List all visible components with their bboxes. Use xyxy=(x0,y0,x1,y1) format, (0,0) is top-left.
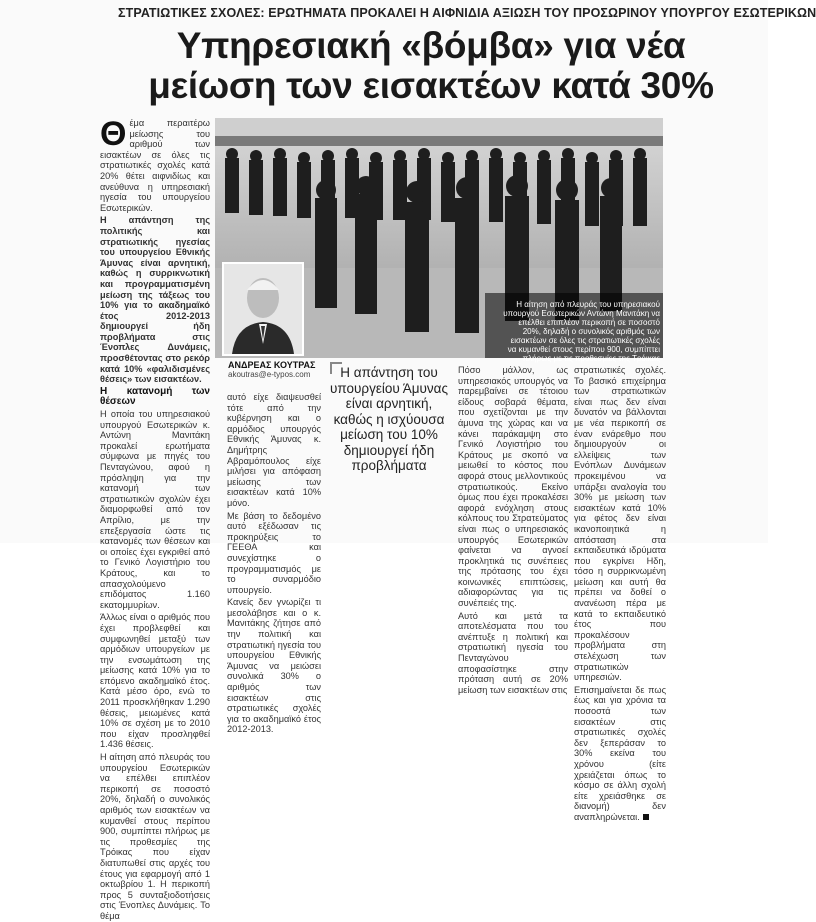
end-mark xyxy=(643,814,649,820)
paragraph: αυτό είχε διαψευσθεί τότε από την κυβέρνηση και ο αρμόδιος υπουργός Εθνικής Άμυνας κ. Δημήτρης Αβραμόπουλος είχε μιλήσει για απόφαση μείωσης των εισακτέων κατά 10% μόνο. xyxy=(227,392,321,508)
paragraph: Κανείς δεν γνωρίζει τι μεσολάβησε και ο κ. Μανιτάκης ζήτησε από την πολιτική και στρατιωτική ηγεσία του υπουργείου Εθνικής Άμυνας να μειώσει συνολικά 30% ο αριθμός των εισακτέων στις στρατιωτικές σχολές για το ακαδημαϊκό έτος 2012-2013. xyxy=(227,597,321,735)
paragraph: Η απάντηση της πολιτικής και στρατιωτικής ηγεσίας του υπουργείου Εθνικής Άμυνας είναι αρνητική, καθώς η συρρικνωτική και προγραμματισμένη μείωση της τάξεως του 10% για το ακαδημαϊκό έτος 2012-2013 δημιουργεί ήδη προβλήματα στις Ένοπλες Δυνάμεις, προσθέτοντας στο ρεκόρ κατά 10% «φαλιδισμένες θέσεις» των εισακτέων. xyxy=(100,215,210,385)
lead-text: έμα περαιτέρω μείωσης του αριθμού των εισακτέων σε όλες τις στρατιωτικές σχολές κατά 20% θέτει αιφνιδίως και ανεύθυνα η υπηρεσιακή ηγεσία του υπουργείου Εσωτερικών. xyxy=(100,118,210,213)
article-column-3 xyxy=(458,365,568,695)
paragraph: στρατιωτικές σχολές. Το βασικό επιχείρημα των στρατιωτικών είναι πως δεν είναι δυνατόν να βάλλονται με νέα περικοπή σε έναν ενάρεθμο που δημιουργούν οι ελλείψεις των Ενόπλων Δυνάμεων προκειμένου να υπάρξει αναλογία του 30% με μείωση των εισακτέων κατά 10% για φέτος δεν είναι ικανοποιητικά η απόσταση στα εκπαιδευτικά ιδρύματα που εγκρίνει Ηδη, τόσο η συρρικνωμένη μείωση και αυτή θα πρέπει να δοθεί ο ανανέωση πέρα με κατά το εκπαιδευτικό έτος που προκαλέσουν προβλήματα στη στελέχωση των στρατιωτικών υπηρεσιών. xyxy=(574,365,666,683)
paragraph: Πόσο μάλλον, ως υπηρεσιακός υπουργός να παρεμβαίνει σε τέτοιου είδους σοβαρά θέματα, που σχετίζονται με την άμυνα της χώρας και να κάνει παράκαμψη στο Γενικό Λογιστήριο του Κράτους με σκοπό να μειωθεί το κόστος που αφορά στους μελλοντικούς στρατιωτικούς. Εκείνο όμως που έχει προκαλέσει αφορά ενόχληση στους κόλπους του Στρατεύματος είναι πως ο υπηρεσιακός υπουργός Εσωτερικών φαίνεται να αγνοεί προκλητικά τις συνέπειες της πρότασης του έχει κοινωνικές επιπτώσεις, αδιαφορώντας για τις συνέπειές της. xyxy=(458,365,568,609)
photo-caption: Η αίτηση από πλευράς του υπηρεσιακού υπουργού Εσωτερικών Αντώνη Μανιτάκη να επέλθει επιπλέον περικοπή σε ποσοστό 20%, δηλαδή ο συνολικός αριθμός των εισακτέων σε όλες τις στρατιωτικές σχολές να κυμανθεί στους περίπου 900, συμπίπτει πλήρως με τις προθεσμίες της Τρόικας xyxy=(503,300,660,363)
pull-quote: Η απάντηση του υπουργείου Άμυνας είναι αρνητική, καθώς η ισχύουσα μείωση του 10% δημιουργεί ήδη προβλήματα xyxy=(330,365,448,473)
paragraph: Άλλως είναι ο αριθμός που έχει προβλεφθεί και συμφωνηθεί μεταξύ των αρμόδιων υπουργείων με την ενσωμάτωση της μείωσης κατά 10% για το επόμενο ακαδημαϊκό έτος. Κατά μέσο όρο, ενώ το 2011 προσκλήθηκαν 1.290 θέσεις, μειωμένες κατά 10% σε σχέση με το 2010 που είχαν προσληφθεί 1.436 θέσεις. xyxy=(100,612,210,750)
paragraph: Με βάση το δεδομένο αυτό εξέδωσαν τις προκηρύξεις το ΓΕΕΘΑ και συνεχίστηκε ο προγραμματισμός με το συναρμόδιο υπουργείο. xyxy=(227,510,321,595)
paragraph-text: Επισημαίνεται δε πως έως και για χρόνια τα ποσοστά των εισακτέων στις στρατιωτικές σχολές δεν ξεπεράσαν το 30% εκείνα του χρόνου (είτε χρειάζεται όπως το κόσμο σε άλλη σχολή είτε χρειάσθηκε σε διανομή) δεν αναπληρώνεται. xyxy=(574,684,666,822)
paragraph: Η αίτηση από πλευράς του υπουργείου Εσωτερικών να επέλθει επιπλέον περικοπή σε ποσοστό 20%, δηλαδή ο συνολικός αριθμός των εισακτέων να κυμανθεί στους περίπου 900, συμπίπτει πλήρως με τις προθεσμίες της Τρόικας που είχαν διατυπωθεί στις αρχές του έτους για εφαρμογή από 1 οκτωβρίου 1. Η περικοπή προς 5 συνταξιοδοτήσεις στις Ένοπλες Δυνάμεις. Το θέμα xyxy=(100,752,210,921)
byline-email: akoutras@e-typos.com xyxy=(228,370,311,379)
paragraph xyxy=(574,685,666,823)
lead-paragraph xyxy=(100,115,210,213)
article-column-2 xyxy=(227,392,321,735)
article-column-1 xyxy=(100,115,210,921)
paragraph: Αυτό και μετά τα αποτελέσματα που του ανέπτυξε η πολιτική και στρατιωτική ηγεσία του Πενταγώνου αποφασίστηκε στην πρόταση αυτή σε 20% μείωση των εισακτέων στις xyxy=(458,610,568,695)
dropcap: Θ xyxy=(100,115,127,153)
portrait-illustration xyxy=(224,264,302,354)
byline xyxy=(228,360,318,379)
headline xyxy=(96,26,766,106)
kicker: ΣΤΡΑΤΙΩΤΙΚΕΣ ΣΧΟΛΕΣ: ΕΡΩΤΗΜΑΤΑ ΠΡΟΚΑΛΕΙ Η ΑΙΦΝΙΔΙΑ ΑΞΙΩΣΗ ΤΟΥ ΠΡΟΣΩΡΙΝΟΥ ΥΠΟΥΡΓΟΥ ΕΣΩΤΕΡΙΚΩΝ xyxy=(118,6,816,20)
paragraph: Η οποία του υπηρεσιακού υπουργού Εσωτερικών κ. Αντώνη Μανιτάκη προκαλεί ερωτήματα σύμφωνα με πηγές του Πενταγώνου, αφού η πρόσληψη για την κατανομή των στρατιωτικών σχολών έχει διαμορφωθεί από τον Απρίλιο, με την επεξεργασία ώστε τις κατανομές των θέσεων και οι οποίες έχει εγκριθεί από το Γενικό Λογιστήριο του Κράτους, και το απασχολούμενο επιδόματος 1.160 εκατομμυρίων. xyxy=(100,409,210,610)
minister-portrait xyxy=(222,262,304,356)
headline-line-1: Υπηρεσιακή «βόμβα» για νέα xyxy=(176,25,686,66)
headline-line-2: μείωση των εισακτέων κατά 30% xyxy=(148,65,714,106)
byline-name: ΑΝΔΡΕΑΣ ΚΟΥΤΡΑΣ xyxy=(228,360,316,370)
subheading: Η κατανομή των θέσεων xyxy=(100,385,210,408)
article-column-4 xyxy=(574,365,666,822)
